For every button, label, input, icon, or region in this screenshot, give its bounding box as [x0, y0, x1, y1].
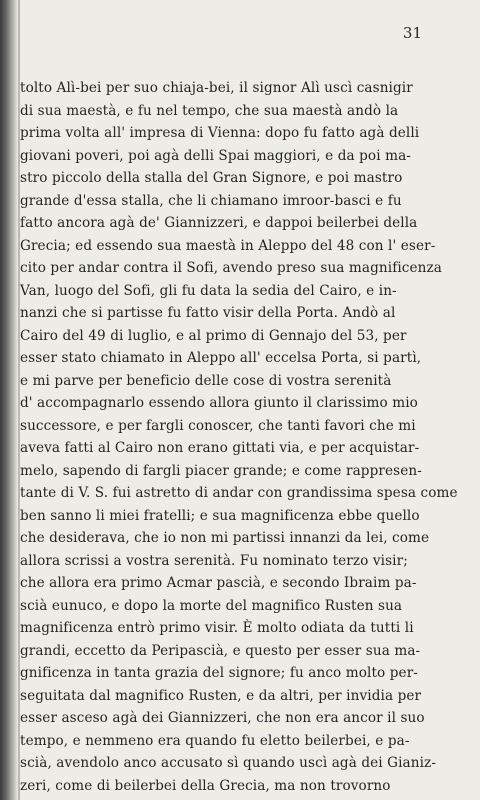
text-line: grande d'essa stalla, che li chiamano imroor-basci e fu — [20, 192, 402, 209]
text-line: e mi parve per beneficio delle cose di vostra serenità — [20, 372, 392, 389]
text-line: cito per andar contra il Sofi, avendo preso sua magnificenza — [20, 260, 442, 276]
text-line: magnificenza entrò primo visir. È molto odiata da tutti li — [20, 620, 414, 636]
text-line: aveva fatti al Cairo non erano gittati via, e per acquistar- — [20, 440, 420, 456]
text-line: stro piccolo della stalla del Gran Signore, e poi mastro — [20, 170, 403, 186]
text-line: di sua maestà, e fu nel tempo, che sua maestà andò la — [20, 102, 399, 119]
text-line: che desiderava, che io non mi partissi innanzi da lei, come — [20, 530, 430, 546]
binding-gutter-shadow — [0, 0, 18, 800]
text-line: successore, e per fargli conoscer, che tanti favori che mi — [20, 417, 416, 434]
text-line: ben sanno li miei fratelli; e sua magnificenza ebbe quello — [20, 507, 420, 524]
page-number: 31 — [402, 24, 422, 42]
text-line: scià eunuco, e dopo la morte del magnifico Rusten sua — [20, 597, 403, 614]
text-line: esser asceso agà dei Giannizzeri, che non era ancor il suo — [20, 710, 425, 726]
text-line: esser stato chiamato in Aleppo all' eccelsa Porta, si partì, — [20, 350, 422, 366]
text-line: prima volta all' impresa di Vienna: dopo fu fatto agà delli — [20, 125, 420, 141]
text-line: tempo, e nemmeno era quando fu eletto beilerbei, e pa- — [20, 732, 410, 749]
text-line: grandi, eccetto da Peripascià, e questo per esser sua ma- — [20, 642, 421, 659]
text-line: allora scrissi a vostra serenità. Fu nominato terzo visir; — [20, 552, 408, 569]
text-line: Cairo del 49 di luglio, e al primo di Gennajo del 53, per — [20, 327, 407, 344]
text-line: tolto Alì-bei per suo chiaja-bei, il signor Alì uscì casnigir — [20, 80, 413, 96]
text-line: Van, luogo del Sofi, gli fu data la sedia del Cairo, e in- — [20, 282, 397, 299]
text-line: giovani poveri, poi agà delli Spai maggiori, e da poi ma- — [20, 147, 411, 164]
body-text — [20, 77, 458, 797]
text-line: che allora era primo Acmar pascià, e secondo Ibraim pa- — [20, 575, 417, 591]
text-line: nanzi che si partisse fu fatto visir della Porta. Andò al — [20, 305, 396, 321]
text-line: scià, avendolo anco accusato sì quando uscì agà dei Gianiz- — [20, 755, 437, 771]
text-line: Grecia; ed essendo sua maestà in Aleppo del 48 con l' eser- — [20, 237, 436, 254]
text-line: zeri, come di beilerbei della Grecia, ma non trovorno — [20, 777, 391, 794]
text-line: fatto ancora agà de' Giannizzeri, e dappoi beilerbei della — [20, 215, 418, 231]
text-line: seguitata dal magnifico Rusten, e da altri, per invidia per — [20, 687, 422, 704]
text-line: melo, sapendo di fargli piacer grande; e come rappresen- — [20, 462, 422, 479]
text-line: tante di V. S. fui astretto di andar con grandissima spesa come — [20, 485, 458, 501]
text-line: gnificenza in tanta grazia del signore; fu anco molto per- — [20, 665, 418, 681]
text-line: d' accompagnarlo essendo allora giunto il clarissimo mio — [20, 395, 418, 411]
